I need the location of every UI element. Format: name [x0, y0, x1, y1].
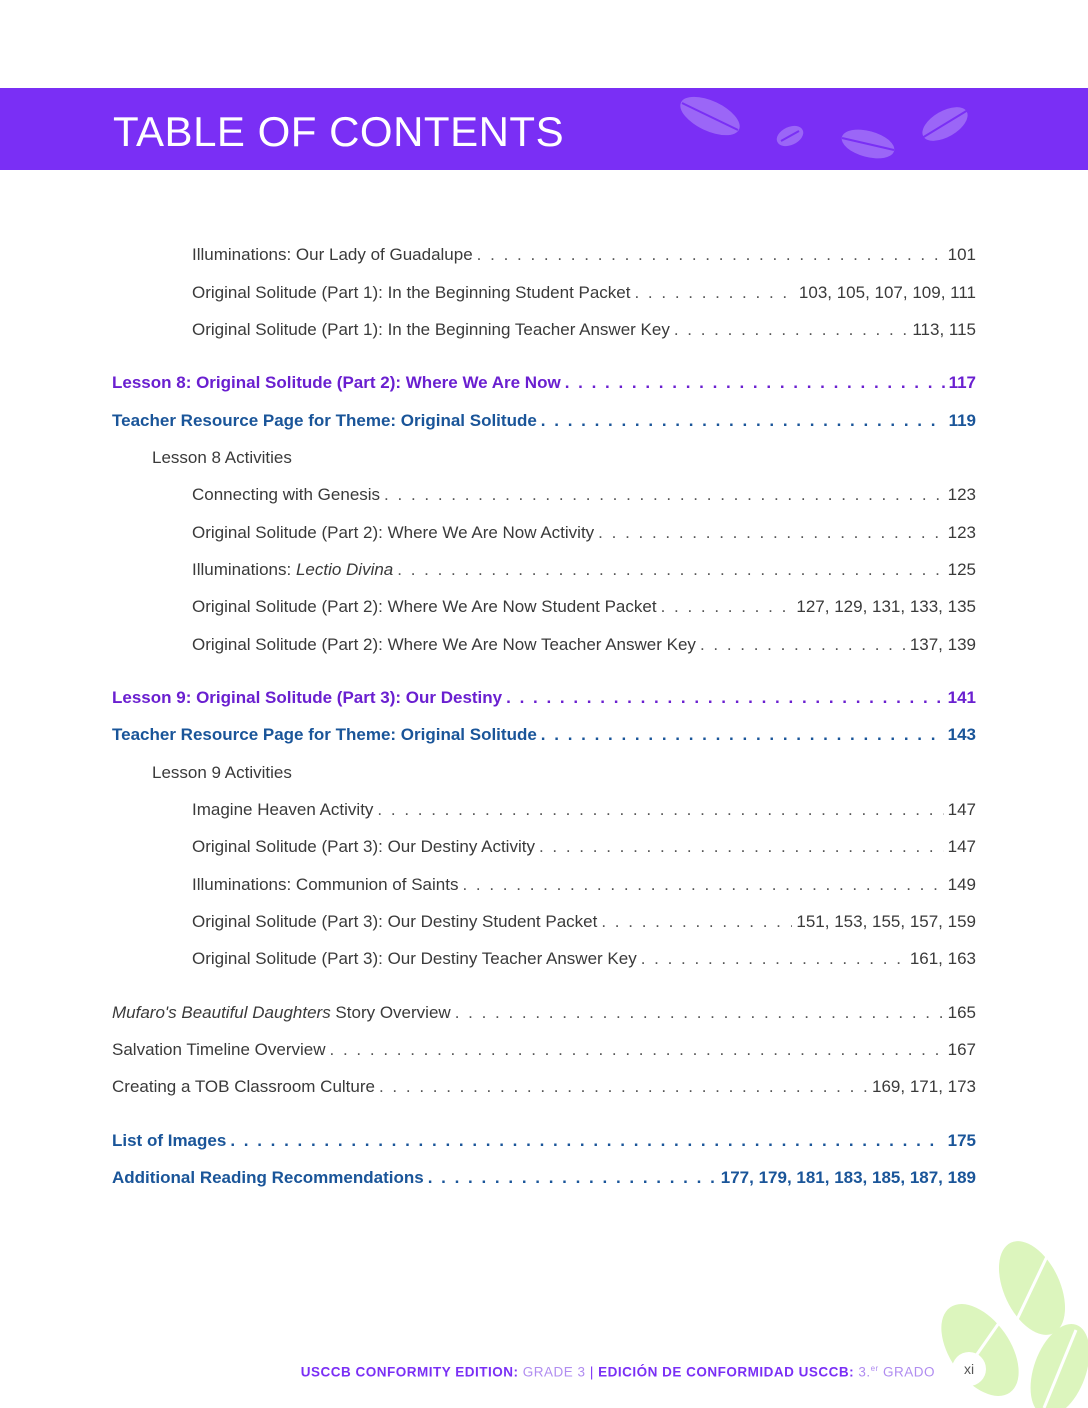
page-ref: 101	[947, 245, 976, 264]
dot-leader	[462, 874, 943, 896]
toc-entry[interactable]: Original Solitude (Part 3): Our Destiny Teacher Answer Key . . . 161, 163	[192, 948, 976, 970]
toc-entry[interactable]: Illuminations: Our Lady of Guadalupe . . . 101	[192, 244, 976, 266]
dot-leader	[700, 634, 906, 656]
page-ref: 123	[947, 485, 976, 504]
dot-leader	[330, 1039, 944, 1061]
dot-leader	[674, 319, 909, 341]
page-ref: 177, 179, 181, 183, 185, 187, 189	[720, 1168, 976, 1187]
page-ref: 123	[947, 523, 976, 542]
toc-entry[interactable]: Creating a TOB Classroom Culture . . . 169, 171, 173	[112, 1076, 976, 1098]
page-ref: 143	[947, 725, 976, 744]
page-ref: 161, 163	[909, 949, 976, 968]
dot-leader	[397, 559, 943, 581]
page-ref: 149	[947, 875, 976, 894]
page-ref: 125	[947, 560, 976, 579]
page-ref: 167	[947, 1040, 976, 1059]
toc-entry[interactable]: Illuminations: Lectio Divina . . . 125	[192, 559, 976, 581]
page-number: xi	[952, 1352, 986, 1386]
toc-entry[interactable]: Illuminations: Communion of Saints . . . 149	[192, 874, 976, 896]
page-ref: 117	[948, 373, 976, 392]
dot-leader	[541, 724, 944, 746]
dot-leader	[601, 911, 792, 933]
dot-leader	[661, 596, 793, 618]
page-ref: 169, 171, 173	[872, 1077, 976, 1096]
toc-entry[interactable]: Original Solitude (Part 1): In the Beginning Teacher Answer Key . . . 113, 115	[192, 319, 976, 341]
toc-entry[interactable]: Mufaro's Beautiful Daughters Story Overview . . . 165	[112, 1002, 976, 1024]
page-ref: 175	[947, 1131, 976, 1150]
toc-additional-reading[interactable]: Additional Reading Recommendations . . . 177, 179, 181, 183, 185, 187, 189	[112, 1167, 976, 1189]
toc-entry[interactable]: Salvation Timeline Overview . . . 167	[112, 1039, 976, 1061]
page-ref: 137, 139	[909, 635, 976, 654]
page-ref: 141	[947, 688, 976, 707]
toc-resource-page[interactable]: Teacher Resource Page for Theme: Original Solitude . . . 143	[112, 724, 976, 746]
dot-leader	[379, 1076, 868, 1098]
toc-lesson-9[interactable]: Lesson 9: Original Solitude (Part 3): Our Destiny . . . 141	[112, 687, 976, 709]
toc-section-heading: Lesson 9 Activities	[152, 763, 292, 782]
footer-edition: USCCB CONFORMITY EDITION: GRADE 3 | EDICIÓN DE CONFORMIDAD USCCB: 3.$^{er}$ GRADO	[300, 1364, 935, 1380]
toc-resource-page[interactable]: Teacher Resource Page for Theme: Original Solitude . . . 119	[112, 410, 976, 432]
toc-entry[interactable]: Original Solitude (Part 2): Where We Are Now Student Packet . . . 127, 129, 131, 133, 135	[192, 596, 976, 618]
page-ref: 103, 105, 107, 109, 111	[798, 283, 976, 302]
toc-lesson-8[interactable]: Lesson 8: Original Solitude (Part 2): Where We Are Now . . . 117	[112, 372, 976, 394]
dot-leader	[428, 1167, 717, 1189]
toc-entry[interactable]: Original Solitude (Part 3): Our Destiny Student Packet . . . 151, 153, 155, 157, 159	[192, 911, 976, 933]
page-ref: 127, 129, 131, 133, 135	[796, 597, 976, 616]
dot-leader	[641, 948, 906, 970]
page-ref: 119	[948, 411, 976, 430]
dot-leader	[384, 484, 944, 506]
dot-leader	[598, 522, 943, 544]
page-ref: 147	[947, 837, 976, 856]
dot-leader	[230, 1130, 943, 1152]
dot-leader	[541, 410, 945, 432]
toc-entry[interactable]: Original Solitude (Part 2): Where We Are Now Activity . . . 123	[192, 522, 976, 544]
page-title: TABLE OF CONTENTS	[113, 108, 565, 155]
toc-list-of-images[interactable]: List of Images . . . 175	[112, 1130, 976, 1152]
dot-leader	[455, 1002, 944, 1024]
page-ref: 113, 115	[912, 320, 976, 339]
dot-leader	[539, 836, 944, 858]
dot-leader	[565, 372, 945, 394]
dot-leader	[634, 282, 794, 304]
page-ref: 165	[947, 1003, 976, 1022]
toc-section-heading: Lesson 8 Activities	[152, 448, 292, 467]
dot-leader	[506, 687, 944, 709]
toc-entry[interactable]: Connecting with Genesis . . . 123	[192, 484, 976, 506]
dot-leader	[377, 799, 943, 821]
toc-entry[interactable]: Imagine Heaven Activity . . . 147	[192, 799, 976, 821]
toc-entry[interactable]: Original Solitude (Part 3): Our Destiny Activity . . . 147	[192, 836, 976, 858]
toc-entry[interactable]: Original Solitude (Part 1): In the Beginning Student Packet . . . 103, 105, 107, 109, 111	[192, 282, 976, 304]
dot-leader	[477, 244, 944, 266]
toc-entry[interactable]: Original Solitude (Part 2): Where We Are Now Teacher Answer Key . . . 137, 139	[192, 634, 976, 656]
page-ref: 151, 153, 155, 157, 159	[796, 912, 976, 931]
page-ref: 147	[947, 800, 976, 819]
